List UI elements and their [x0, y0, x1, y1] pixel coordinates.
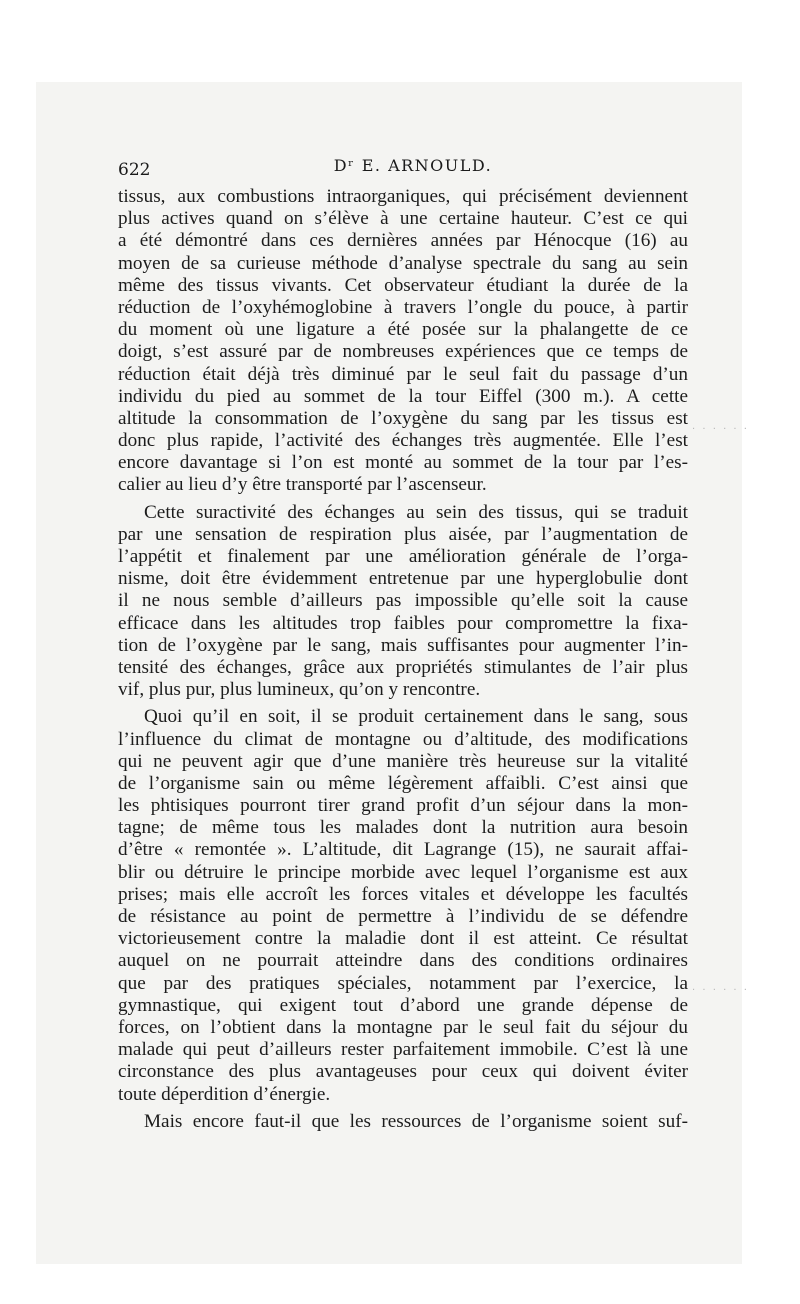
text-line: il ne nous semble d’ailleurs pas impossible qu’elle soit la cause [118, 590, 688, 612]
paragraph [118, 186, 688, 497]
text-line: donc plus rapide, l’activité des échanges très augmentée. Elle l’est [118, 430, 688, 452]
text-line: blir ou détruire le principe morbide avec lequel l’organisme est aux [118, 861, 688, 883]
paragraph [118, 1111, 688, 1133]
text-line: tissus, aux combustions intraorganiques, qui précisément deviennent [118, 186, 688, 207]
text-line: les phtisiques pourront tirer grand profit d’un séjour dans la mon- [118, 795, 688, 817]
text-line: l’influence du climat de montagne ou d’altitude, des modifications [118, 728, 688, 750]
text-line: moyen de sa curieuse méthode d’analyse spectrale du sang au sein [118, 252, 688, 274]
text-line: par une sensation de respiration plus aisée, par l’augmentation de [118, 523, 688, 545]
margin-dots: · · · · · · [692, 985, 749, 996]
text-line: circonstance des plus avantageuses pour ceux qui doivent éviter [118, 1061, 688, 1083]
text-line: auquel on ne pourrait atteindre dans des conditions ordinaires [118, 950, 688, 972]
text-line: malade qui peut d’ailleurs rester parfaitement immobile. C’est là une [118, 1039, 688, 1061]
text-line: efficace dans les altitudes trop faibles pour compromettre la fixa- [118, 612, 688, 634]
paragraph [118, 706, 688, 1105]
page-number: 622 [118, 160, 151, 180]
text-line: toute déperdition d’énergie. [118, 1083, 331, 1105]
text-line: réduction de l’oxyhémoglobine à travers l’ongle du pouce, à partir [118, 296, 688, 318]
text-line: l’appétit et finalement par une amélioration générale de l’orga- [118, 546, 688, 567]
text-line: nisme, doit être évidemment entretenue par une hyperglobulie dont [118, 568, 688, 590]
text-line: qui ne peuvent agir que d’une manière très heureuse sur la vitalité [118, 750, 688, 772]
text-line: vif, plus pur, plus lumineux, qu’on y rencontre. [118, 679, 481, 701]
text-line: de l’organisme sain ou même légèrement affaibli. C’est ainsi que [118, 772, 688, 794]
text-line: d’être « remontée ». L’altitude, dit Lagrange (15), ne saurait affai- [118, 839, 688, 861]
paragraph [118, 502, 688, 702]
text-line: du moment où une ligature a été posée sur la phalangette de ce [118, 319, 688, 341]
text-line: de résistance au point de permettre à l’individu de se défendre [118, 906, 688, 927]
text-line: gymnastique, qui exigent tout d’abord une grande dépense de [118, 994, 688, 1016]
text-line: victorieusement contre la maladie dont il est atteint. Ce résultat [118, 928, 688, 950]
text-line: tion de l’oxygène par le sang, mais suffisantes pour augmenter l’in- [118, 634, 688, 656]
text-line: altitude la consommation de l’oxygène du sang par les tissus est [118, 407, 688, 429]
author-header: Dʳ E. ARNOULD. [333, 156, 493, 175]
text-line: Mais encore faut-il que les ressources de l’organisme soient suf- [144, 1110, 688, 1132]
text-line: prises; mais elle accroît les forces vitales et développe les facultés [118, 883, 688, 905]
text-line: calier au lieu d’y être transporté par l’ascenseur. [118, 474, 487, 496]
text-line: même des tissus vivants. Cet observateur étudiant la durée de la [118, 274, 688, 296]
text-line: forces, on l’obtient dans la montagne par le seul fait du séjour du [118, 1016, 688, 1038]
text-line: individu du pied au sommet de la tour Eiffel (300 m.). A cette [118, 385, 688, 407]
text-line: doigt, s’est assuré par de nombreuses expériences que ce temps de [118, 341, 688, 363]
text-line: plus actives quand on s’élève à une certaine hauteur. C’est ce qui [118, 208, 688, 230]
text-line: a été démontré dans ces dernières années par Hénocque (16) au [118, 230, 688, 252]
text-line: tensité des échanges, grâce aux propriétés stimulantes de l’air plus [118, 656, 688, 678]
text-line: encore davantage si l’on est monté au sommet de la tour par l’es- [118, 452, 688, 474]
text-line: Cette suractivité des échanges au sein des tissus, qui se traduit [144, 501, 688, 523]
text-line: que par des pratiques spéciales, notamment par l’exercice, la [118, 972, 688, 994]
running-head [118, 156, 688, 182]
text-line: Quoi qu’il en soit, il se produit certainement dans le sang, sous [144, 706, 688, 728]
text-line: tagne; de même tous les malades dont la nutrition aura besoin [118, 817, 688, 839]
margin-dots: · · · · · · [692, 424, 749, 435]
body-text [118, 186, 688, 1133]
text-line: réduction était déjà très diminué par le seul fait du passage d’un [118, 363, 688, 385]
